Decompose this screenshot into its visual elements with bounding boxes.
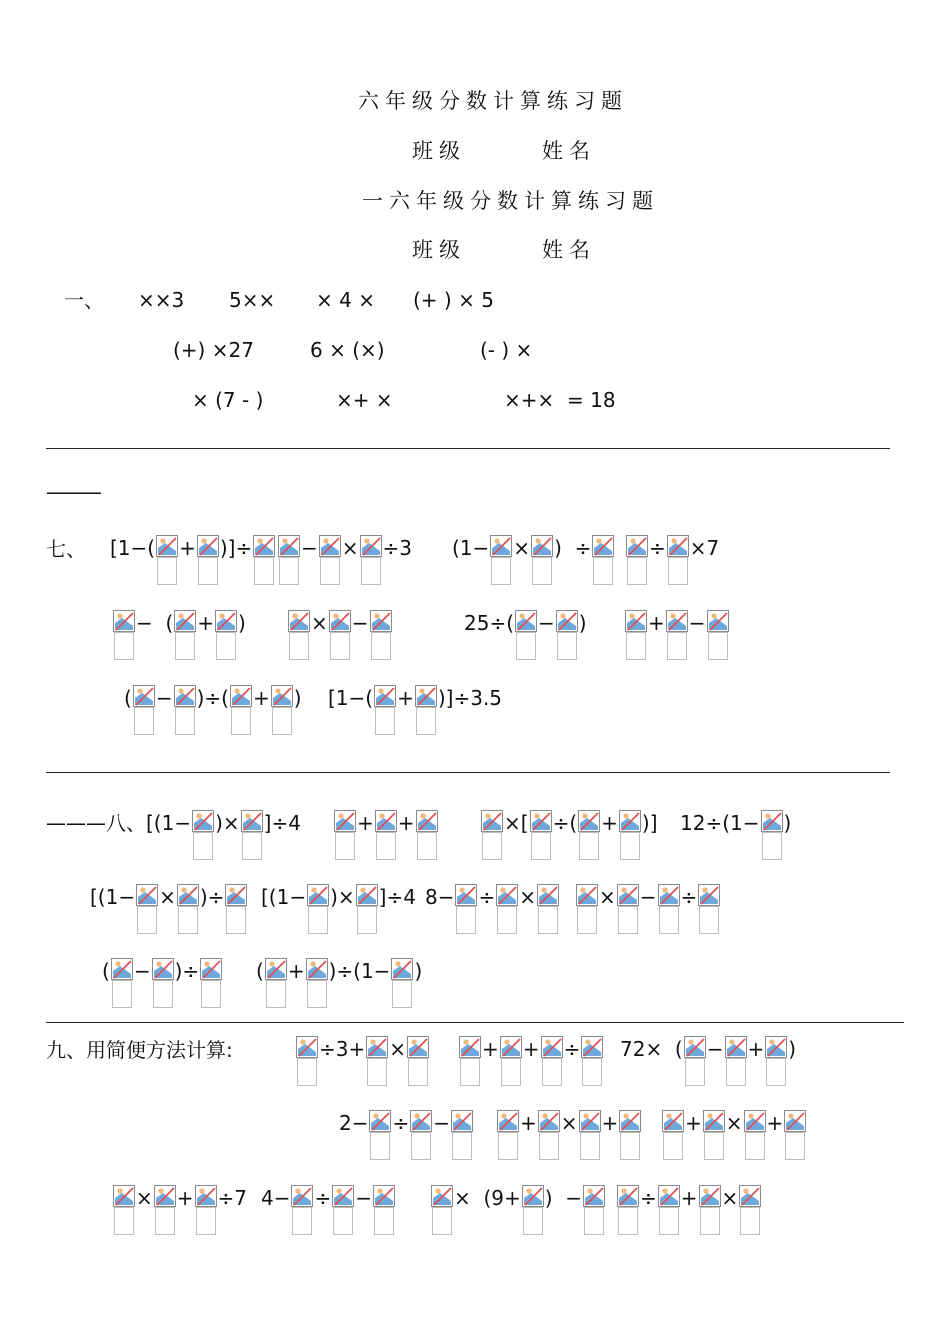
expression-text: )÷ (199, 885, 225, 909)
fraction-image-icon (200, 958, 222, 1008)
expression-text: − (351, 611, 369, 635)
fraction-image-icon (111, 958, 133, 1008)
expression-text: + (520, 1111, 537, 1135)
fraction-image-icon (451, 1110, 473, 1160)
problem (287, 610, 393, 660)
expression-text: [(1− (90, 885, 136, 909)
fraction-image-icon (177, 884, 199, 934)
fraction-image-icon (684, 1036, 706, 1086)
expression-text: ) (238, 611, 246, 635)
expression-text: 4− (261, 1186, 291, 1210)
expression-text: ÷ (392, 1111, 410, 1135)
fraction-image-icon (658, 1185, 680, 1235)
fraction-image-icon (497, 1110, 519, 1160)
fraction-image-icon (761, 810, 783, 860)
expression-text: × (136, 1186, 153, 1210)
fraction-image-icon (271, 685, 293, 735)
fraction-image-icon (515, 610, 537, 660)
fraction-image-icon (113, 1185, 135, 1235)
divider-line (46, 772, 890, 773)
fraction-image-icon (490, 535, 512, 585)
fraction-image-icon (556, 610, 578, 660)
expression-text: ÷3+ (319, 1037, 366, 1061)
problem: ×+× = 18 (504, 388, 616, 412)
problem: 5×× (229, 288, 276, 312)
problem (452, 535, 615, 585)
fraction-image-icon (391, 958, 413, 1008)
expression-text: + (601, 1111, 619, 1135)
fraction-image-icon (625, 610, 647, 660)
problem (339, 1110, 474, 1160)
fraction-image-icon (306, 958, 328, 1008)
expression-text: ( (124, 686, 132, 710)
fraction-image-icon (538, 1110, 560, 1160)
class-name-line: 班级 姓名 (412, 139, 597, 163)
fraction-image-icon (225, 884, 247, 934)
expression-text: ) (578, 611, 587, 635)
page-title: 六年级分数计算练习题 (358, 89, 628, 113)
expression-text: × (599, 885, 616, 909)
fraction-image-icon (356, 884, 378, 934)
fraction-image-icon (296, 1036, 318, 1086)
fraction-image-icon (576, 884, 598, 934)
problem: × (7 - ) (192, 388, 264, 412)
expression-text: × (341, 536, 359, 560)
problem (124, 685, 302, 735)
fraction-image-icon (531, 535, 553, 585)
problem (333, 810, 439, 860)
problem (680, 810, 791, 860)
fraction-image-icon (619, 810, 641, 860)
problem (464, 610, 587, 660)
expression-text: − ( (136, 611, 174, 635)
expression-text: ÷3 (382, 536, 413, 560)
problem (616, 1185, 762, 1235)
expression-text: × (513, 536, 531, 560)
fraction-image-icon (332, 1185, 354, 1235)
expression-text: + (648, 611, 665, 635)
expression-text: [1−( (328, 686, 374, 710)
expression-text: ÷ (640, 1186, 657, 1210)
expression-text: + (747, 1037, 765, 1061)
fraction-image-icon (291, 1185, 313, 1235)
fraction-image-icon (765, 1036, 787, 1086)
expression-text: ÷ (649, 536, 666, 560)
problem (277, 535, 412, 585)
fraction-image-icon (329, 610, 351, 660)
divider-line (46, 448, 890, 449)
expression-text: [(1− (261, 885, 307, 909)
expression-text: )]÷ (219, 536, 253, 560)
expression-text: ) ÷ (554, 536, 592, 560)
problem (624, 610, 730, 660)
fraction-image-icon (739, 1185, 761, 1235)
fraction-image-icon (230, 685, 252, 735)
fraction-image-icon (192, 810, 214, 860)
expression-text: ÷ (478, 885, 496, 909)
expression-text: )× (330, 885, 355, 909)
expression-text: )÷(1− (328, 959, 391, 983)
expression-text: − (155, 686, 173, 710)
expression-text: + (766, 1111, 784, 1135)
divider-line (46, 1022, 904, 1023)
problem (102, 958, 223, 1008)
expression-text: ×[ (504, 811, 529, 835)
fraction-image-icon (658, 884, 680, 934)
fraction-image-icon (455, 884, 477, 934)
fraction-image-icon (541, 1036, 563, 1086)
expression-text: − (433, 1111, 451, 1135)
fraction-image-icon (278, 535, 300, 585)
expression-text: )]÷3.5 (437, 686, 503, 710)
fraction-image-icon (415, 685, 437, 735)
fraction-image-icon (334, 810, 356, 860)
fraction-image-icon (366, 1036, 388, 1086)
problem (256, 958, 422, 1008)
expression-text: ( (102, 959, 110, 983)
problem (625, 535, 719, 585)
fraction-image-icon (581, 1036, 603, 1086)
expression-text: ÷ (563, 1037, 581, 1061)
short-dash-line: ——— (46, 480, 100, 504)
problem (458, 1036, 604, 1086)
expression-text: + (680, 1186, 698, 1210)
expression-text: − (688, 611, 706, 635)
expression-text: 25÷( (464, 611, 515, 635)
problem (46, 810, 301, 860)
problem (575, 884, 721, 934)
expression-text: + (397, 686, 414, 710)
expression-text: + (522, 1037, 540, 1061)
expression-text: × (560, 1111, 578, 1135)
fraction-image-icon (744, 1110, 766, 1160)
problem (620, 1036, 796, 1086)
problem (261, 884, 416, 934)
expression-text: + (397, 811, 415, 835)
expression-text: ÷ (680, 885, 698, 909)
fraction-image-icon (174, 685, 196, 735)
fraction-image-icon (197, 535, 219, 585)
fraction-image-icon (265, 958, 287, 1008)
fraction-image-icon (522, 1185, 544, 1235)
problem: ×+ × (336, 388, 393, 412)
fraction-image-icon (407, 1036, 429, 1086)
fraction-image-icon (698, 884, 720, 934)
problem (661, 1110, 807, 1160)
expression-text: )× (215, 811, 240, 835)
problem (110, 535, 276, 585)
problem: 6 × (×) (310, 338, 385, 362)
problem: ××3 (138, 288, 185, 312)
fraction-image-icon (156, 535, 178, 585)
fraction-image-icon (537, 884, 559, 934)
fraction-image-icon (592, 535, 614, 585)
expression-text: + (197, 611, 215, 635)
expression-text: (1− (452, 536, 490, 560)
fraction-image-icon (133, 685, 155, 735)
fraction-image-icon (154, 1185, 176, 1235)
expression-text: [1−( (110, 536, 156, 560)
expression-text: ) (293, 686, 302, 710)
fraction-image-icon (626, 535, 648, 585)
section-7-label: 七、 (46, 537, 86, 561)
expression-text: × (311, 611, 328, 635)
expression-text: ÷7 (217, 1186, 248, 1210)
fraction-image-icon (725, 1036, 747, 1086)
fraction-image-icon (374, 685, 396, 735)
fraction-image-icon (253, 535, 275, 585)
fraction-image-icon (241, 810, 263, 860)
expression-text: )÷ (174, 959, 200, 983)
expression-text: + (601, 811, 618, 835)
fraction-image-icon (319, 535, 341, 585)
problem (480, 810, 658, 860)
expression-text: + (176, 1186, 194, 1210)
problem: (+ ) × 5 (413, 288, 494, 312)
expression-text: )] (641, 811, 658, 835)
fraction-image-icon (617, 1185, 639, 1235)
expression-text: + (357, 811, 374, 835)
expression-text: 2− (339, 1111, 369, 1135)
fraction-image-icon (370, 610, 392, 660)
expression-text: ( (256, 959, 264, 983)
class-name-line-2: 班级 姓名 (412, 238, 597, 262)
fraction-image-icon (666, 610, 688, 660)
expression-text: × (159, 885, 176, 909)
expression-text: ) (783, 811, 792, 835)
problem (90, 884, 248, 934)
expression-text: ———八、[(1− (46, 811, 192, 835)
fraction-image-icon (459, 1036, 481, 1086)
problem: × 4 × (316, 288, 375, 312)
problem (295, 1036, 430, 1086)
fraction-image-icon (784, 1110, 806, 1160)
fraction-image-icon (416, 810, 438, 860)
fraction-image-icon (530, 810, 552, 860)
problem (496, 1110, 642, 1160)
expression-text: × (721, 1186, 739, 1210)
fraction-image-icon (360, 535, 382, 585)
expression-text: + (287, 959, 305, 983)
fraction-image-icon (707, 610, 729, 660)
expression-text: 72× ( (620, 1037, 683, 1061)
section-1-label: 一、 (64, 288, 104, 312)
expression-text: ) (788, 1037, 797, 1061)
expression-text: ]÷4 (263, 811, 301, 835)
fraction-image-icon (583, 1185, 605, 1235)
expression-text: − (301, 536, 318, 560)
expression-text: + (179, 536, 196, 560)
expression-text: × (725, 1111, 743, 1135)
fraction-image-icon (579, 1110, 601, 1160)
fraction-image-icon (699, 1185, 721, 1235)
expression-text: − (706, 1037, 724, 1061)
expression-text: 8− (425, 885, 455, 909)
expression-text: ×7 (689, 536, 720, 560)
problem (112, 1185, 247, 1235)
problem (430, 1185, 606, 1235)
fraction-image-icon (174, 610, 196, 660)
fraction-image-icon (410, 1110, 432, 1160)
expression-text: + (685, 1111, 702, 1135)
fraction-image-icon (617, 884, 639, 934)
problem (328, 685, 502, 735)
expression-text: − (133, 959, 151, 983)
fraction-image-icon (500, 1036, 522, 1086)
expression-text: − (639, 885, 657, 909)
problem (425, 884, 560, 934)
expression-text: ]÷4 (378, 885, 416, 909)
problem: (+) ×27 (173, 338, 254, 362)
expression-text: + (252, 686, 270, 710)
expression-text: ÷ (314, 1186, 332, 1210)
fraction-image-icon (578, 810, 600, 860)
expression-text: ÷( (552, 811, 578, 835)
fraction-image-icon (431, 1185, 453, 1235)
fraction-image-icon (136, 884, 158, 934)
expression-text: 12÷(1− (680, 811, 760, 835)
expression-text: ) − (544, 1186, 583, 1210)
fraction-image-icon (481, 810, 503, 860)
fraction-image-icon (373, 1185, 395, 1235)
fraction-image-icon (703, 1110, 725, 1160)
expression-text: + (482, 1037, 499, 1061)
fraction-image-icon (195, 1185, 217, 1235)
expression-text: )÷( (196, 686, 229, 710)
fraction-image-icon (152, 958, 174, 1008)
fraction-image-icon (113, 610, 135, 660)
fraction-image-icon (662, 1110, 684, 1160)
fraction-image-icon (619, 1110, 641, 1160)
expression-text: × (389, 1037, 407, 1061)
expression-text: × (519, 885, 537, 909)
problem: (- ) × (480, 338, 533, 362)
fraction-image-icon (288, 610, 310, 660)
fraction-image-icon (667, 535, 689, 585)
fraction-image-icon (215, 610, 237, 660)
expression-text: × (9+ (454, 1186, 521, 1210)
fraction-image-icon (496, 884, 518, 934)
fraction-image-icon (369, 1110, 391, 1160)
section-9-label: 九、用简便方法计算: (46, 1038, 233, 1062)
fraction-image-icon (307, 884, 329, 934)
expression-text: − (355, 1186, 373, 1210)
sub-title: 一六年级分数计算练习题 (362, 189, 659, 213)
expression-text: ) (414, 959, 423, 983)
fraction-image-icon (375, 810, 397, 860)
expression-text: − (538, 611, 555, 635)
problem (112, 610, 246, 660)
problem (261, 1185, 396, 1235)
